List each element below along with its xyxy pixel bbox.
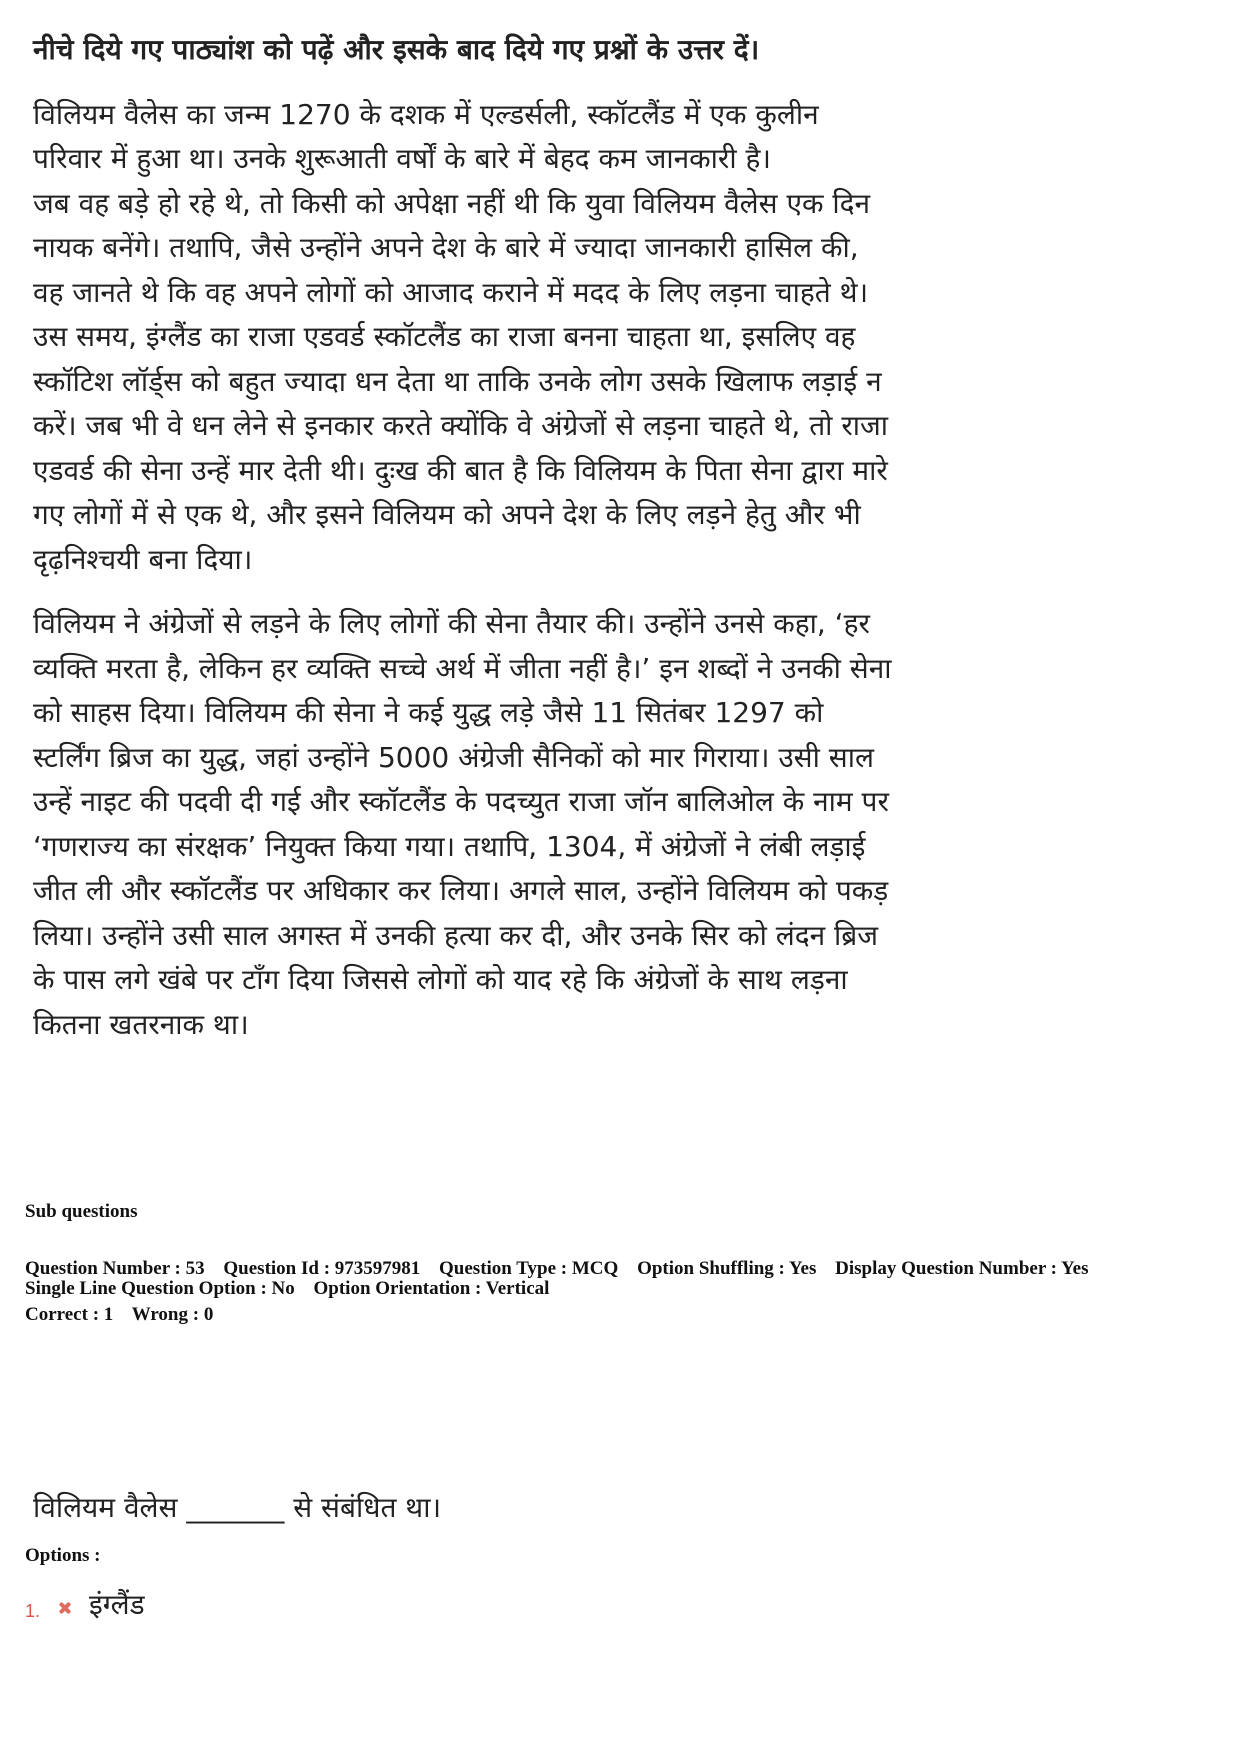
marks-line (25, 1304, 1225, 1325)
sub-questions-label: Sub questions (25, 1201, 138, 1222)
wrong-cross-icon (55, 1597, 77, 1619)
options-label: Options : (25, 1545, 101, 1566)
passage-paragraph-1: विलियम वैलेस का जन्म 1270 के दशक में एल्डर्सली, स्कॉटलैंड में एक कुलीन परिवार में हुआ था। उनके शुरूआती वर्षों के बारे में बेहद कम जानकारी है। (33, 97, 819, 175)
option-number: 1. (25, 1601, 41, 1621)
question-meta-line-1 (25, 1258, 1225, 1279)
option-orientation: Option Orientation : Vertical (313, 1278, 550, 1299)
question-type: Question Type : MCQ (439, 1258, 619, 1279)
option-shuffling: Option Shuffling : Yes (637, 1258, 817, 1279)
correct-marks: Correct : 1 (25, 1304, 114, 1325)
passage-paragraph-3: विलियम ने अंग्रेजों से लड़ने के लिए लोगों की सेना तैयार की। उन्होंने उनसे कहा, ‘हर व्यक्ति मरता है, लेकिन हर व्यक्ति सच्चे अर्थ में जीता नहीं है।’ इन शब्दों ने उनकी सेना को साहस दिया। विलियम की सेना ने कई युद्ध लड़े जैसे 11 सितंबर 1297 को स्टर्लिंग ब्रिज का युद्ध, जहां उन्होंने 5000 अंग्रेजी सैनिकों को मार गिराया। उसी साल उन्हें नाइट की पदवी दी गई और स्कॉटलैंड के पदच्युत राजा जॉन बालिओल के नाम पर ‘गणराज्य का संरक्षक’ नियुक्त किया गया। तथापि, 1304, में अंग्रेजों ने लंबी लड़ाई जीत ली और स्कॉटलैंड पर अधिकार कर लिया। अगले साल, उन्होंने विलियम को पकड़ लिया। उन्होंने उसी साल अगस्त में उनकी हत्या कर दी, और उनके सिर को लंदन ब्रिज के पास लगे खंबे पर टाँग दिया जिससे लोगों को याद रहे कि अंग्रेजों के साथ लड़ना कितना खतरनाक था। (33, 607, 892, 1041)
question-number: Question Number : 53 (25, 1258, 205, 1279)
passage-instruction: नीचे दिये गए पाठ्यांश को पढ़ें और इसके बाद दिये गए प्रश्नों के उत्तर दें। (33, 33, 760, 66)
option-text: इंग्लैंड (89, 1588, 145, 1621)
passage (33, 28, 893, 1047)
single-line-option: Single Line Question Option : No (25, 1278, 295, 1299)
question-id: Question Id : 973597981 (223, 1258, 421, 1279)
question-meta-line-2 (25, 1278, 1225, 1299)
option-1[interactable] (25, 1585, 145, 1625)
display-question-number: Display Question Number : Yes (835, 1258, 1089, 1279)
wrong-marks: Wrong : 0 (131, 1304, 214, 1325)
passage-paragraph-2: जब वह बड़े हो रहे थे, तो किसी को अपेक्षा नहीं थी कि युवा विलियम वैलेस एक दिन नायक बनेंगे। तथापि, जैसे उन्होंने अपने देश के बारे में ज्यादा जानकारी हासिल की, वह जानते थे कि वह अपने लोगों को आजाद कराने में मदद के लिए लड़ना चाहते थे। उस समय, इंग्लैंड का राजा एडवर्ड स्कॉटलैंड का राजा बनना चाहता था, इसलिए वह स्कॉटिश लॉर्ड्स को बहुत ज्यादा धन देता था ताकि उनके लोग उसके खिलाफ लड़ाई न करें। जब भी वे धन लेने से इनकार करते क्योंकि वे अंग्रेजों से लड़ना चाहते थे, तो राजा एडवर्ड की सेना उन्हें मार देती थी। दुःख की बात है कि विलियम के पिता सेना द्वारा मारे गए लोगों में से एक थे, और इसने विलियम को अपने देश के लिए लड़ने हेतु और भी दृढ़निश्चयी बना दिया। (33, 186, 889, 576)
question-text: विलियम वैलेस _______ से संबंधित था। (33, 1491, 442, 1524)
